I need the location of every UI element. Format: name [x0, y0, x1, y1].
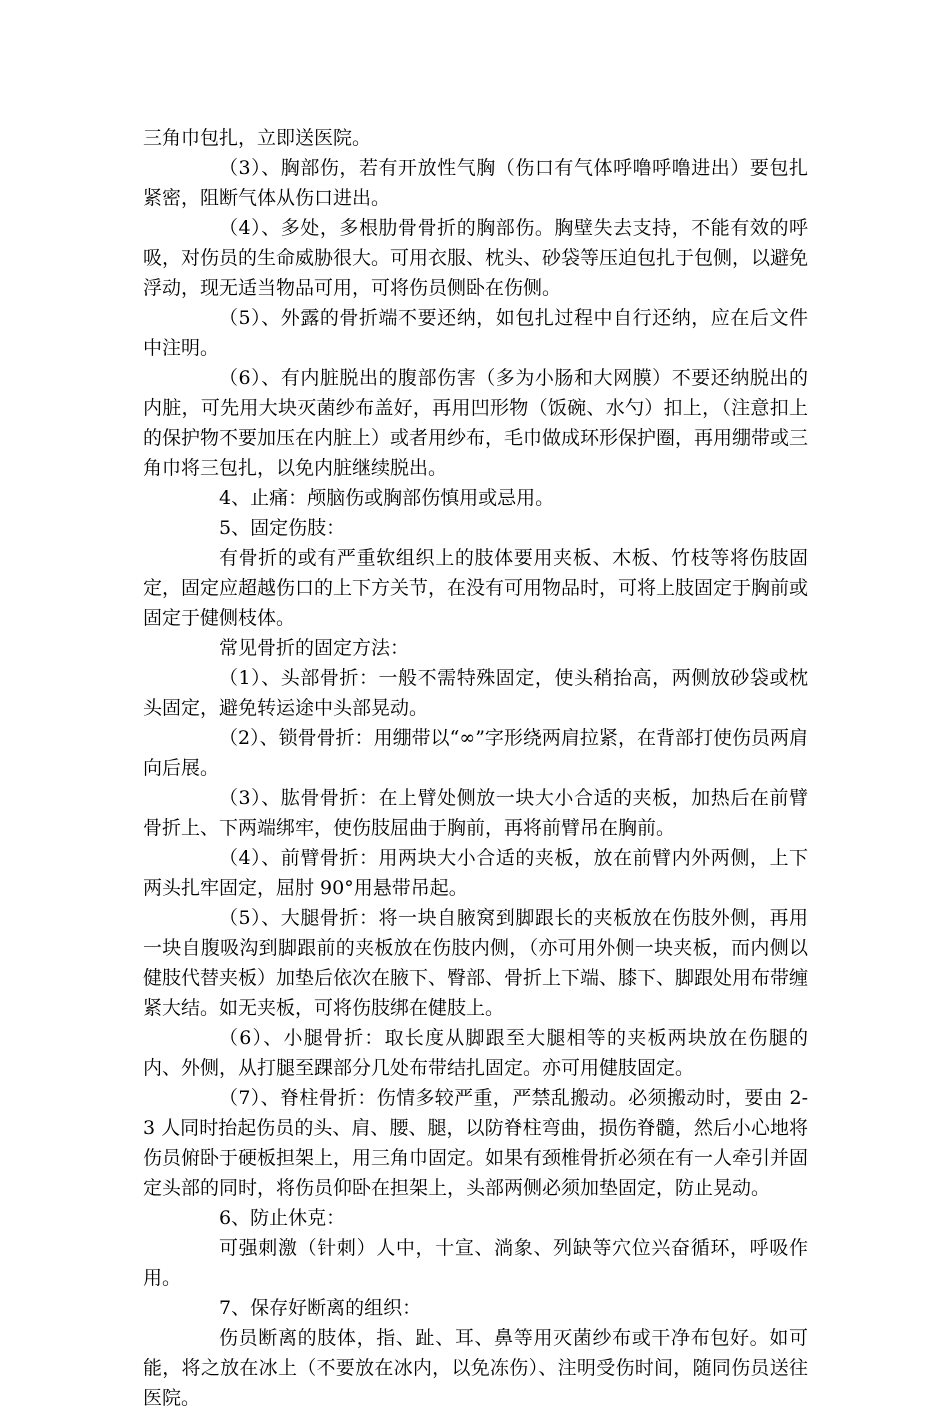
paragraph-12: （4）、前臂骨折：用两块大小合适的夹板，放在前臂内外两侧，上下两头扎牢固定，屈肘 90°用悬带吊起。 — [143, 847, 808, 899]
paragraph-10: （2）、锁骨骨折：用绷带以“∞”字形绕两肩拉紧，在背部打使伤员两肩向后展。 — [143, 727, 808, 779]
paragraph-6: 5、固定伤肢： — [219, 517, 346, 539]
paragraph-17: 可强刺激（针刺）人中，十宣、淌象、列缺等穴位兴奋循环，呼吸作用。 — [143, 1237, 808, 1289]
paragraph-16: 6、防止休克： — [219, 1207, 346, 1229]
paragraph-11: （3）、肱骨骨折：在上臂处侧放一块大小合适的夹板，加热后在前臂骨折上、下两端绑牢，使伤肢屈曲于胸前，再将前臂吊在胸前。 — [143, 787, 808, 839]
paragraph-18: 7、保存好断离的组织： — [219, 1297, 422, 1319]
paragraph-19: 伤员断离的肢体，指、趾、耳、鼻等用灭菌纱布或干净布包好。如可能，将之放在冰上（不要放在冰内，以免冻伤）、注明受伤时间，随同伤员送往医院。 — [143, 1327, 808, 1409]
paragraph-15: （7）、脊柱骨折：伤情多较严重，严禁乱搬动。必须搬动时，要由 2-3 人同时抬起伤员的头、肩、腰、腿，以防脊柱弯曲，损伤脊髓，然后小心地将伤员俯卧于硬板担架上，用三角巾固定。如果有颈椎骨折必须在有一人牵引并固定头部的同时，将伤员仰卧在担架上，头部两侧必须加垫固定，防止晃动。 — [143, 1087, 809, 1199]
paragraph-3: （5）、外露的骨折端不要还纳，如包扎过程中自行还纳，应在后文件中注明。 — [143, 307, 808, 359]
paragraph-9: （1）、头部骨折：一般不需特殊固定，使头稍抬高，两侧放砂袋或枕头固定，避免转运途中头部晃动。 — [143, 667, 808, 719]
paragraph-13: （5）、大腿骨折：将一块自腋窝到脚跟长的夹板放在伤肢外侧，再用一块自腹吸沟到脚跟前的夹板放在伤肢内侧，（亦可用外侧一块夹板，而内侧以健肢代替夹板）加垫后依次在腋下、臀部、骨折上下端、膝下、脚跟处用布带缠紧大结。如无夹板，可将伤肢绑在健肢上。 — [143, 907, 809, 1019]
paragraph-14: （6）、小腿骨折：取长度从脚跟至大腿相等的夹板两块放在伤腿的内、外侧，从打腿至踝部分几处布带结扎固定。亦可用健肢固定。 — [143, 1027, 808, 1079]
document-body — [143, 123, 808, 1413]
paragraph-8: 常见骨折的固定方法： — [219, 637, 410, 659]
paragraph-4: （6）、有内脏脱出的腹部伤害（多为小肠和大网膜）不要还纳脱出的内脏，可先用大块灭菌纱布盖好，再用凹形物（饭碗、水勺）扣上，（注意扣上的保护物不要加压在内脏上）或者用纱布，毛巾做成环形保护圈，再用绷带或三角巾将三包扎，以免内脏继续脱出。 — [143, 367, 809, 479]
paragraph-5: 4、止痛：颅脑伤或胸部伤慎用或忌用。 — [219, 487, 555, 509]
paragraph-7: 有骨折的或有严重软组织上的肢体要用夹板、木板、竹枝等将伤肢固定，固定应超越伤口的上下方关节，在没有可用物品时，可将上肢固定于胸前或固定于健侧枝体。 — [143, 547, 809, 629]
paragraph-1: （3）、胸部伤，若有开放性气胸（伤口有气体呼噜呼噜进出）要包扎紧密，阻断气体从伤口进出。 — [143, 157, 808, 209]
paragraph-2: （4）、多处，多根肋骨骨折的胸部伤。胸壁失去支持，不能有效的呼吸，对伤员的生命威胁很大。可用衣服、枕头、砂袋等压迫包扎于包侧，以避免浮动，现无适当物品可用，可将伤员侧卧在伤侧。 — [143, 217, 809, 299]
paragraph-0: 三角巾包扎，立即送医院。 — [143, 127, 372, 149]
